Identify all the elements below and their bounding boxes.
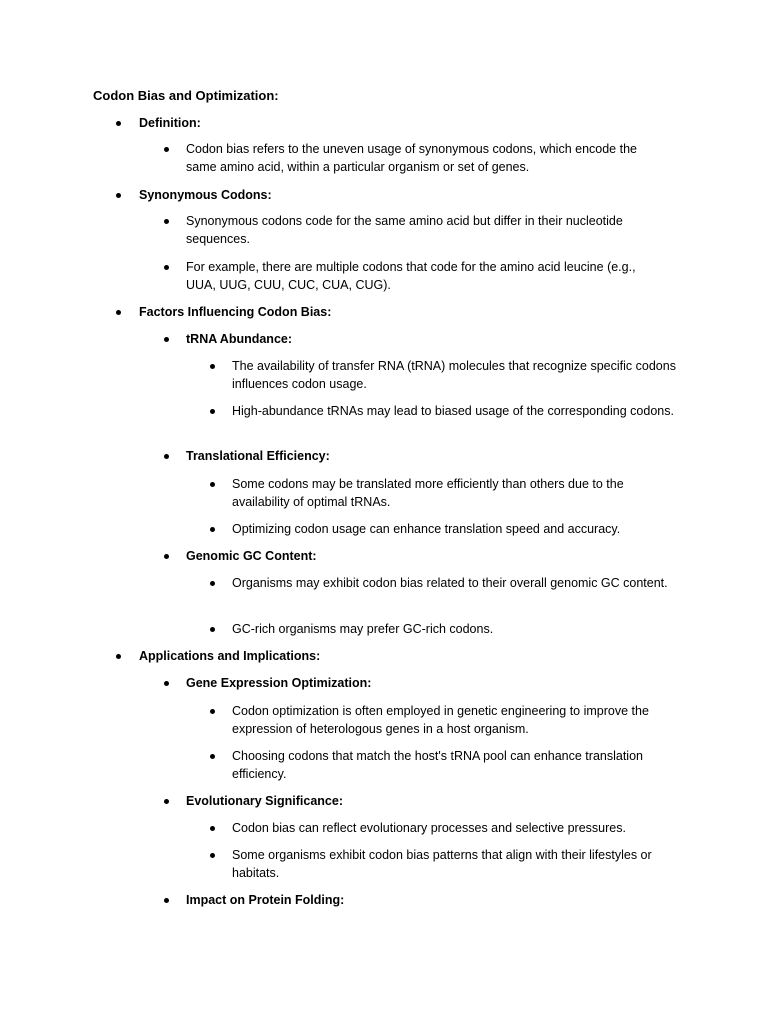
bullet-icon [210, 581, 215, 586]
list-item [232, 748, 676, 783]
section-heading: Applications and Implications: [139, 649, 321, 663]
bullet-icon [116, 654, 121, 659]
bullet-icon [210, 527, 215, 532]
bullet-icon [164, 681, 169, 686]
list-item-evolutionary-significance [186, 793, 666, 811]
subsection-heading: Genomic GC Content: [186, 549, 317, 563]
list-item-definition [139, 115, 679, 133]
list-item [232, 703, 676, 738]
subsection-heading: Impact on Protein Folding: [186, 893, 345, 907]
list-item-genomic-gc-content [186, 548, 666, 566]
bullet-icon [116, 310, 121, 315]
bullet-icon [164, 554, 169, 559]
bullet-icon [164, 337, 169, 342]
bullet-icon [164, 454, 169, 459]
list-item [232, 621, 676, 639]
bullet-icon [210, 754, 215, 759]
subsection-heading: Gene Expression Optimization: [186, 676, 372, 690]
list-item [232, 820, 676, 838]
paragraph: Choosing codons that match the host's tRNA pool can enhance translation efficiency. [232, 749, 643, 781]
paragraph: Codon bias can reflect evolutionary processes and selective pressures. [232, 821, 626, 835]
bullet-icon [164, 219, 169, 224]
paragraph: For example, there are multiple codons that code for the amino acid leucine (e.g., UUA, UUG, CUU, CUC, CUA, CUG). [186, 260, 636, 292]
subsection-heading: Translational Efficiency: [186, 449, 330, 463]
list-item-applications [139, 648, 679, 666]
bullet-icon [164, 265, 169, 270]
paragraph: High-abundance tRNAs may lead to biased usage of the corresponding codons. [232, 404, 674, 418]
list-item [186, 141, 666, 176]
bullet-icon [210, 482, 215, 487]
list-item-impact-on-protein-folding [186, 892, 666, 910]
bullet-icon [210, 364, 215, 369]
paragraph: Organisms may exhibit codon bias related to their overall genomic GC content. [232, 576, 668, 590]
list-item [232, 847, 676, 882]
paragraph: Codon bias refers to the uneven usage of synonymous codons, which encode the same amino acid, within a particular organism or set of genes. [186, 142, 637, 174]
bullet-icon [210, 853, 215, 858]
list-item [232, 575, 676, 593]
list-item [232, 521, 676, 539]
list-item [232, 358, 676, 393]
paragraph: GC-rich organisms may prefer GC-rich codons. [232, 622, 494, 636]
bullet-icon [164, 799, 169, 804]
subsection-heading: tRNA Abundance: [186, 332, 293, 346]
paragraph: Synonymous codons code for the same amino acid but differ in their nucleotide sequences. [186, 214, 623, 246]
bullet-icon [210, 826, 215, 831]
bullet-icon [164, 898, 169, 903]
section-heading: Factors Influencing Codon Bias: [139, 305, 332, 319]
bullet-icon [164, 147, 169, 152]
list-item-trna-abundance [186, 331, 666, 349]
list-item [232, 403, 676, 421]
subsection-heading: Evolutionary Significance: [186, 794, 343, 808]
list-item-synonymous-codons [139, 187, 679, 205]
section-heading: Synonymous Codons: [139, 188, 272, 202]
list-item-factors [139, 304, 679, 322]
paragraph: The availability of transfer RNA (tRNA) molecules that recognize specific codons influences codon usage. [232, 359, 676, 391]
paragraph: Some codons may be translated more efficiently than others due to the availability of optimal tRNAs. [232, 477, 624, 509]
section-heading: Definition: [139, 116, 201, 130]
list-item [186, 259, 666, 294]
list-item [232, 476, 676, 511]
bullet-icon [116, 193, 121, 198]
paragraph: Optimizing codon usage can enhance translation speed and accuracy. [232, 522, 621, 536]
bullet-icon [210, 627, 215, 632]
list-item-translational-efficiency [186, 448, 666, 466]
bullet-icon [210, 709, 215, 714]
paragraph: Codon optimization is often employed in genetic engineering to improve the expression of heterologous genes in a host organism. [232, 704, 649, 736]
paragraph: Some organisms exhibit codon bias patterns that align with their lifestyles or habitats. [232, 848, 652, 880]
bullet-icon [210, 409, 215, 414]
bullet-icon [116, 121, 121, 126]
document-title: Codon Bias and Optimization: [93, 88, 279, 103]
list-item-gene-expression-optimization [186, 675, 666, 693]
list-item [186, 213, 666, 248]
